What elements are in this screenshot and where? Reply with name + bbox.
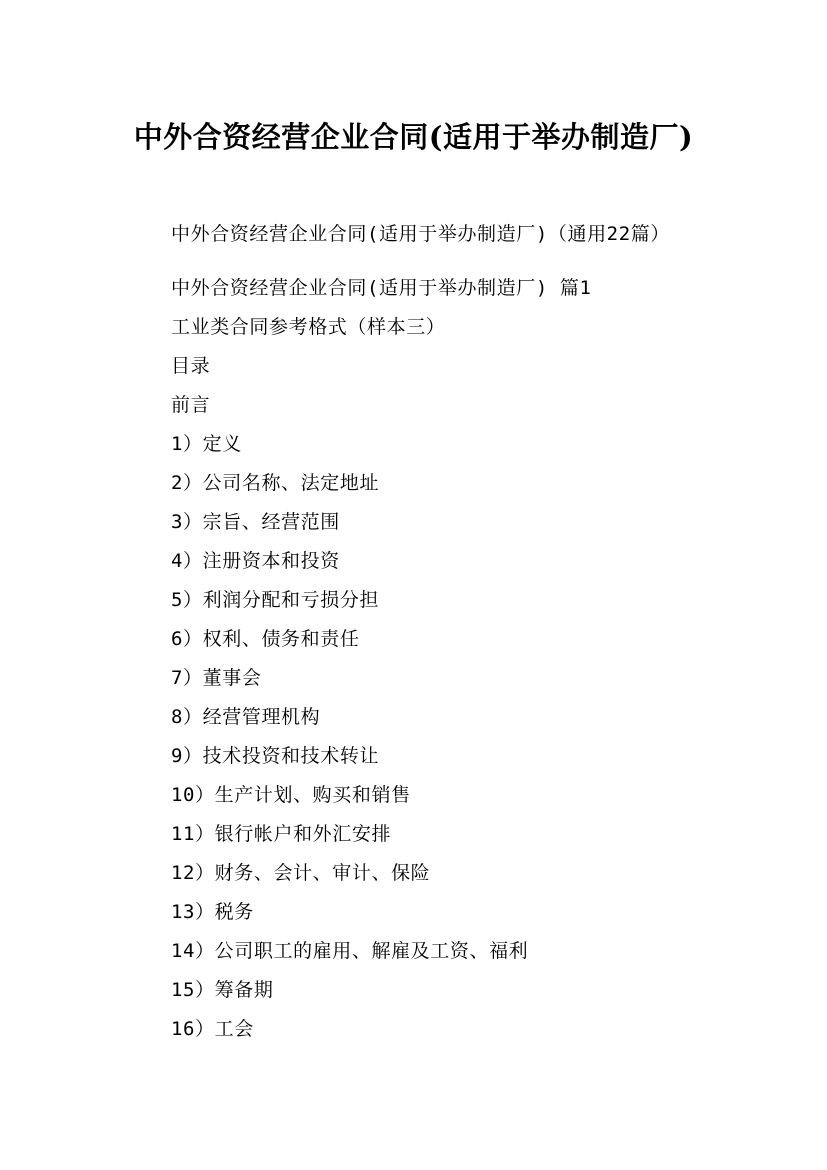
contents-item-2: 2）公司名称、法定地址 [171, 472, 380, 494]
contents-item-16: 16）工会 [171, 1018, 254, 1040]
format-note-line: 工业类合同参考格式（样本三） [171, 316, 446, 338]
contents-heading: 目录 [171, 355, 211, 377]
contents-item-1: 1）定义 [171, 433, 242, 455]
contents-item-6: 6）权利、债务和责任 [171, 628, 360, 650]
contents-item-preface: 前言 [171, 394, 211, 416]
contents-item-12: 12）财务、会计、审计、保险 [171, 862, 431, 884]
contents-item-7: 7）董事会 [171, 667, 262, 689]
contents-item-11: 11）银行帐户和外汇安排 [171, 823, 392, 845]
contents-list [171, 273, 592, 1053]
contents-item-9: 9）技术投资和技术转让 [171, 745, 380, 767]
contents-item-10: 10）生产计划、购买和销售 [171, 784, 411, 806]
contents-item-4: 4）注册资本和投资 [171, 550, 340, 572]
contents-item-15: 15）筹备期 [171, 979, 274, 1001]
subtitle-line: 中外合资经营企业合同(适用于举办制造厂) 篇1 [171, 277, 592, 299]
intro-paragraph: 中外合资经营企业合同(适用于举办制造厂)（通用22篇） [171, 223, 670, 245]
contents-item-13: 13）税务 [171, 901, 254, 923]
contents-item-5: 5）利润分配和亏损分担 [171, 589, 380, 611]
contents-item-14: 14）公司职工的雇用、解雇及工资、福利 [171, 940, 529, 962]
contents-item-8: 8）经营管理机构 [171, 706, 321, 728]
contents-item-3: 3）宗旨、经营范围 [171, 511, 340, 533]
document-title: 中外合资经营企业合同(适用于举办制造厂) [133, 120, 694, 155]
